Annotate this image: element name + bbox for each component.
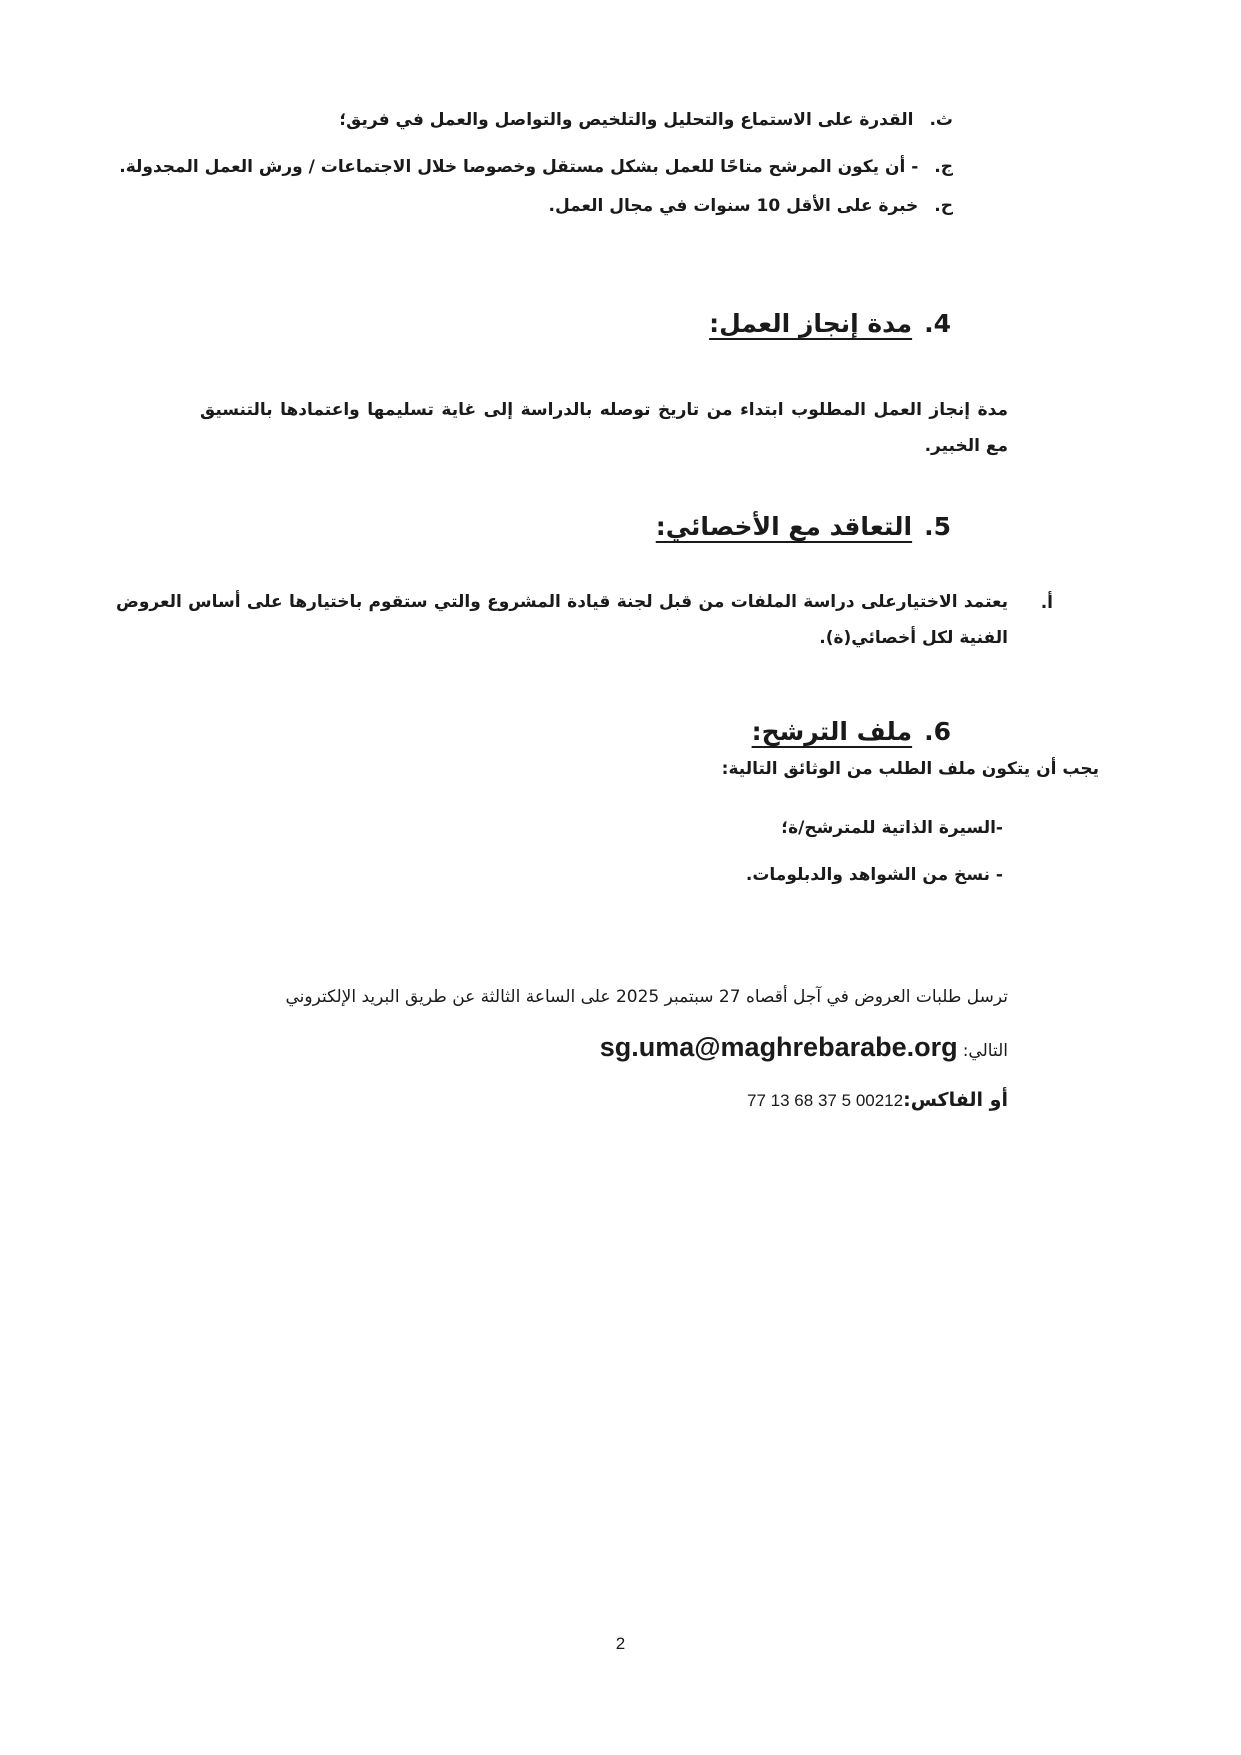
fax-number: 00212 5 37 68 13 77 [746,1091,904,1110]
section-5-item-marker: أ. [1040,593,1053,613]
section-4-heading [709,309,951,338]
section-title: التعاقد مع الأخصائي: [655,512,913,541]
list-marker: ح. [934,196,953,216]
section-title: ملف الترشح: [751,717,913,746]
email-label: التالي: [962,1041,1008,1061]
section-5-heading [656,512,951,541]
list-item-tha [339,110,953,130]
section-number: 5. [924,512,951,541]
section-4-body: مدة إنجاز العمل المطلوب ابتداء من تاريخ توصله بالدراسة إلى غاية تسليمها واعتمادها بالتنسيق مع الخبير. [200,400,1008,456]
submission-line: ترسل طلبات العروض في آجل أقصاه 27 سبتمبر 2025 على الساعة الثالثة عن طريق البريد الإلكتروني [285,987,1008,1007]
doc-item-cv: -السيرة الذاتية للمترشح/ة؛ [781,818,1003,838]
list-item-text: خبرة على الأقل 10 سنوات في مجال العمل. [548,196,919,216]
section-6-heading [752,717,951,746]
section-number: 6. [924,717,951,746]
list-item-jim [119,157,953,177]
doc-item-certificates: - نسخ من الشواهد والدبلومات. [745,865,1003,885]
list-marker: ث. [929,110,953,130]
section-title: مدة إنجاز العمل: [709,309,913,338]
fax-label: أو الفاكس: [903,1089,1008,1111]
section-number: 4. [924,309,951,338]
list-item-ha [549,196,953,216]
email-address: sg.uma@maghrebarabe.org [599,1032,958,1062]
page-number: 2 [615,1634,626,1653]
section-6-intro: يجب أن يتكون ملف الطلب من الوثائق التالية: [721,759,1099,779]
email-line [600,1032,1008,1063]
section-5-item-text: يعتمد الاختيارعلى دراسة الملفات من قبل لجنة قيادة المشروع والتي ستقوم باختيارها على أساس العروض الفنية لكل أخصائي(ة). [116,592,1008,648]
list-marker: ج. [934,157,953,177]
list-item-text: القدرة على الاستماع والتحليل والتلخيص والتواصل والعمل في فريق؛ [339,110,914,130]
fax-line [747,1089,1008,1111]
list-item-text: - أن يكون المرشح متاحًا للعمل بشكل مستقل وخصوصا خلال الاجتماعات / ورش العمل المجدولة. [119,157,919,177]
